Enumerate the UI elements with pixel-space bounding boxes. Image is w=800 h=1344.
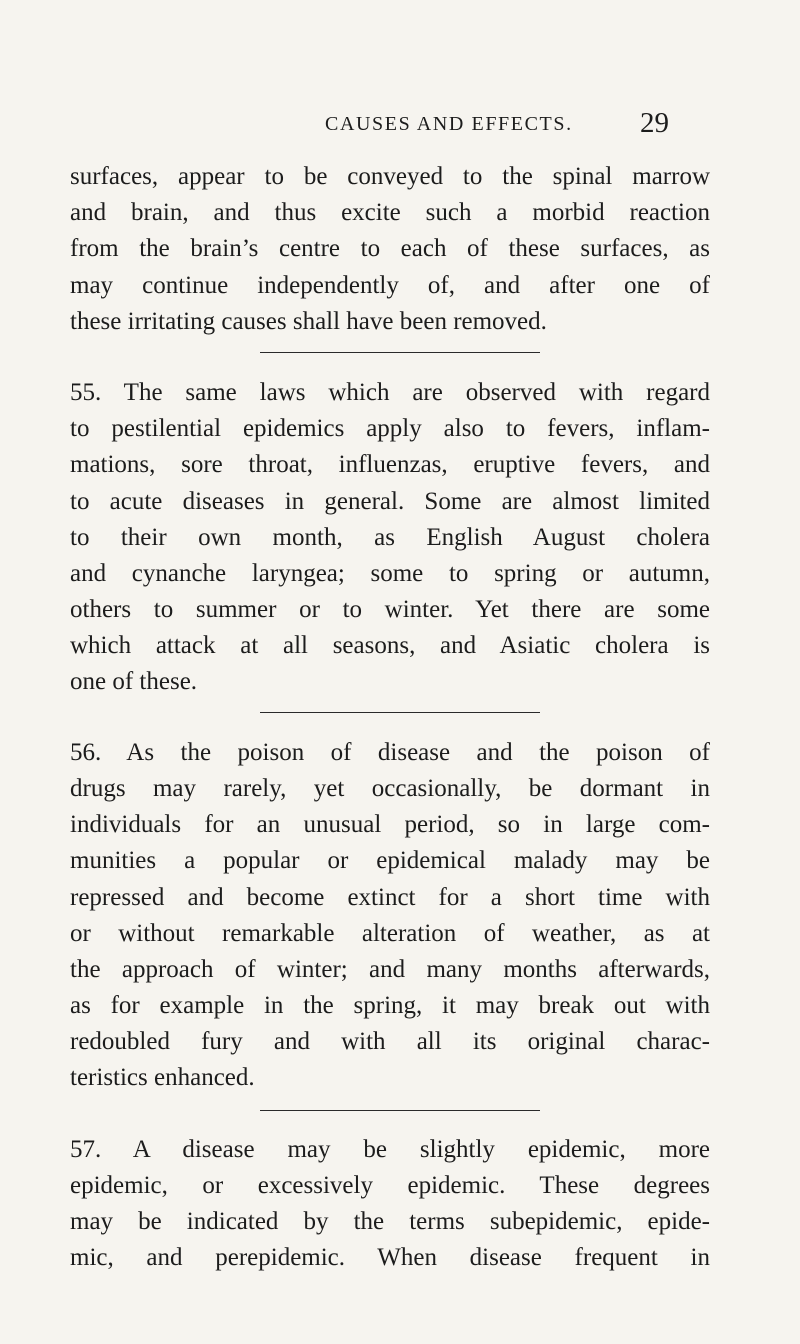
text-line: may be indicated by the terms subepidemic, epide- bbox=[70, 1208, 710, 1235]
text-line: and cynanche laryngea; some to spring or autumn, bbox=[70, 560, 710, 587]
text-line: one of these. bbox=[70, 668, 198, 695]
text-line: redoubled fury and with all its original charac- bbox=[70, 1028, 710, 1055]
text-line: these irritating causes shall have been removed. bbox=[70, 308, 547, 335]
text-line: others to summer or to winter. Yet there are some bbox=[70, 596, 710, 623]
text-line: individuals for an unusual period, so in large com- bbox=[70, 811, 710, 838]
running-title: CAUSES AND EFFECTS. bbox=[325, 113, 573, 135]
text-line: drugs may rarely, yet occasionally, be dormant in bbox=[70, 775, 710, 802]
text-line: epidemic, or excessively epidemic. These degrees bbox=[70, 1172, 710, 1199]
text-line: to their own month, as English August cholera bbox=[70, 524, 710, 551]
text-line: as for example in the spring, it may break out with bbox=[70, 992, 710, 1019]
text-line: to pestilential epidemics apply also to fevers, inflam- bbox=[70, 415, 710, 442]
section-divider bbox=[260, 1110, 540, 1111]
text-line: teristics enhanced. bbox=[70, 1064, 255, 1091]
section-divider bbox=[260, 352, 540, 353]
text-line: or without remarkable alteration of weather, as at bbox=[70, 920, 710, 947]
page-number: 29 bbox=[640, 107, 669, 139]
text-line: and brain, and thus excite such a morbid reaction bbox=[70, 199, 710, 226]
section-divider bbox=[260, 712, 540, 713]
text-line: munities a popular or epidemical malady may be bbox=[70, 847, 710, 874]
text-line: surfaces, appear to be conveyed to the spinal marrow bbox=[70, 163, 710, 190]
text-line: from the brain’s centre to each of these surfaces, as bbox=[70, 235, 710, 262]
text-line: 55. The same laws which are observed with regard bbox=[70, 379, 710, 406]
running-head bbox=[0, 107, 800, 143]
text-line: repressed and become extinct for a short time with bbox=[70, 884, 710, 911]
text-line: which attack at all seasons, and Asiatic cholera is bbox=[70, 632, 710, 659]
text-line: mic, and perepidemic. When disease frequent in bbox=[70, 1244, 710, 1271]
text-line: mations, sore throat, influenzas, eruptive fevers, and bbox=[70, 451, 710, 478]
text-line: 57. A disease may be slightly epidemic, more bbox=[70, 1136, 710, 1163]
text-line: the approach of winter; and many months afterwards, bbox=[70, 956, 710, 983]
text-line: may continue independently of, and after one of bbox=[70, 272, 710, 299]
text-line: to acute diseases in general. Some are almost limited bbox=[70, 488, 710, 515]
text-line: 56. As the poison of disease and the poison of bbox=[70, 739, 710, 766]
